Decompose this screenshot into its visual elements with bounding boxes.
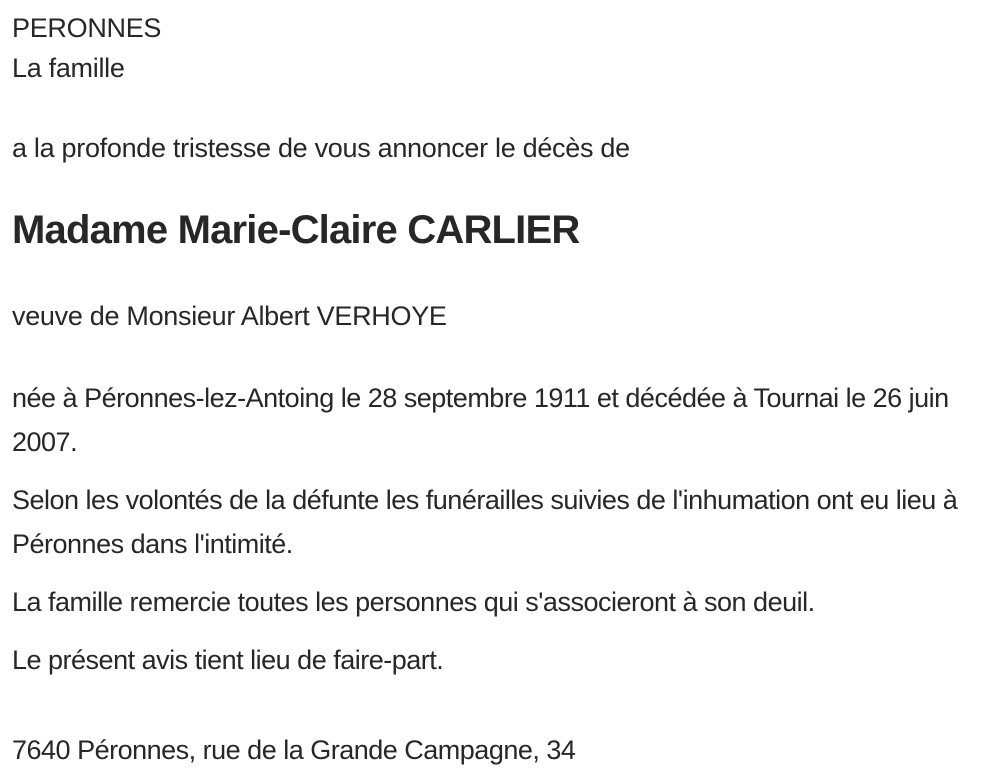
intro-line: a la profonde tristesse de vous annoncer le décès de	[12, 133, 630, 163]
faire-part-paragraph: Le présent avis tient lieu de faire-part.	[12, 645, 444, 675]
thanks-paragraph: La famille remercie toutes les personnes qui s'associeront à son deuil.	[12, 587, 815, 617]
location-header: PERONNES	[12, 13, 162, 43]
notice-body	[12, 376, 986, 682]
funeral-paragraph: Selon les volontés de la défunte les funérailles suivies de l'inhumation ont eu lieu à Péronnes dans l'intimité.	[12, 485, 958, 559]
relation-line: veuve de Monsieur Albert VERHOYE	[12, 301, 447, 331]
birth-death-paragraph: née à Péronnes-lez-Antoing le 28 septembre 1911 et décédée à Tournai le 26 juin 2007.	[12, 383, 949, 457]
deceased-name-heading: Madame Marie-Claire CARLIER	[12, 208, 580, 252]
announcer-line: La famille	[12, 53, 125, 83]
address-line: 7640 Péronnes, rue de la Grande Campagne, 34	[12, 735, 576, 765]
